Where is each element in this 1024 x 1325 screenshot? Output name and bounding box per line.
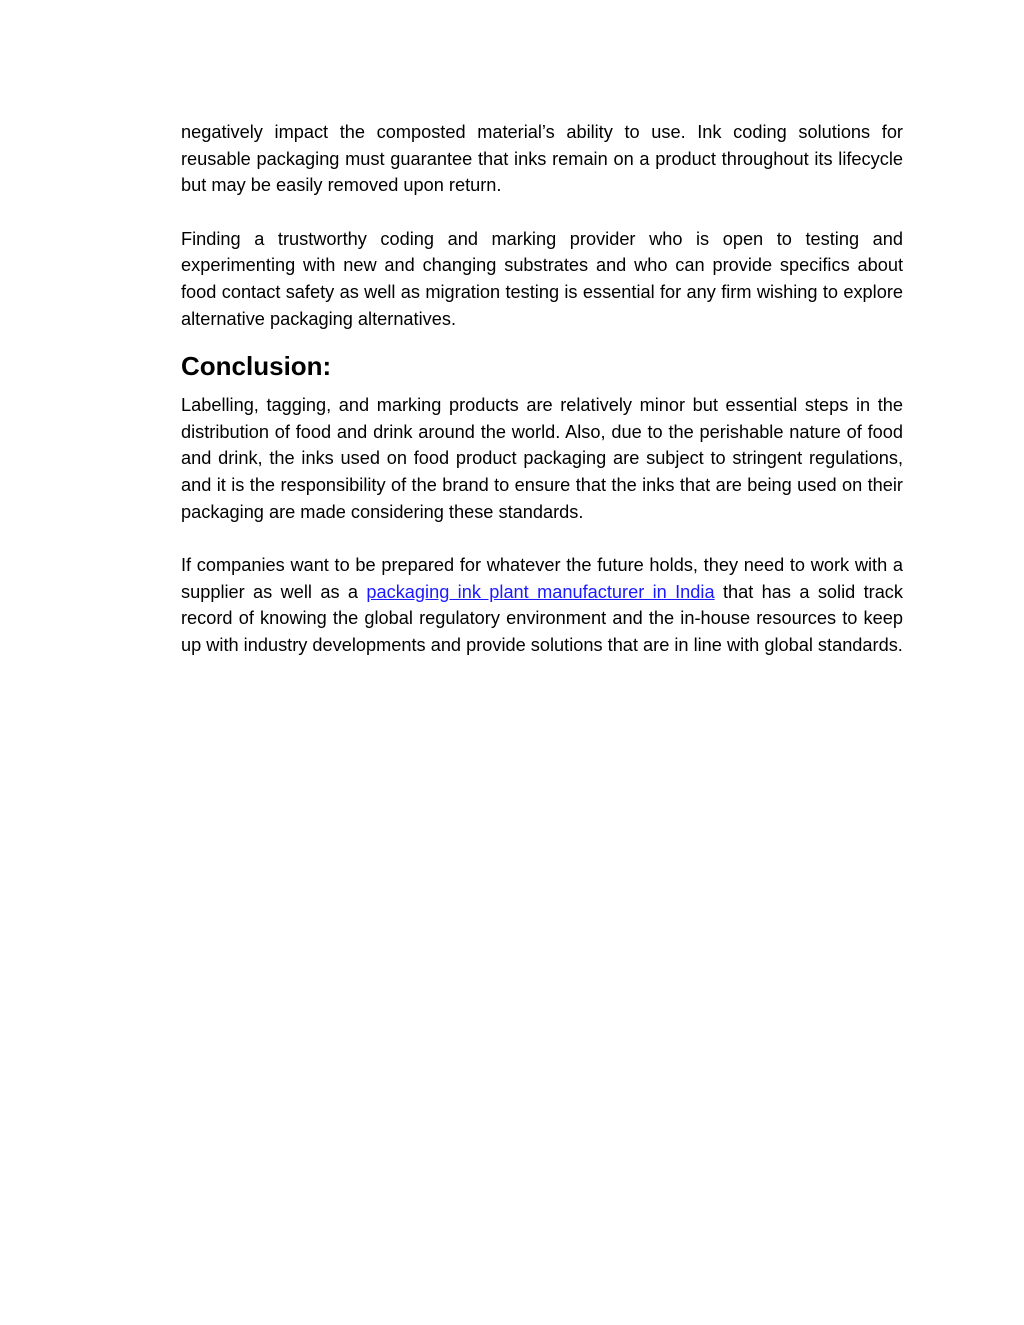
paragraph-provider: Finding a trustworthy coding and marking provider who is open to testing and experimenting with new and changing substrates and who can provide specifics about food contact safety as well as migration testing is essential for any firm wishing to explore alternative packaging alternatives.: [181, 228, 903, 329]
paragraph-supplier-text-start: If companies want to be prepared for whatever the future holds, they need to work with a supplier as well as a: [181, 555, 903, 602]
paragraph-gap: [181, 525, 903, 552]
paragraph-gap: [181, 199, 903, 226]
paragraph-supplier-text-end: that has a solid track record of knowing the global regulatory environment and the in-house resources to keep up with industry developments and provide solutions that are in line with global standards.: [181, 581, 903, 655]
manufacturer-link[interactable]: packaging ink plant manufacturer in India: [366, 581, 715, 602]
paragraph-labelling: Labelling, tagging, and marking products are relatively minor but essential steps in the distribution of food and drink around the world. Also, due to the perishable nature of food and drink, the inks used on food product packaging are subject to stringent regulations, and it is the responsibility of the brand to ensure that the inks that are being used on their packaging are made considering these standards.: [181, 395, 903, 522]
paragraph-supplier: [181, 552, 903, 658]
paragraph-composting: negatively impact the composted material’s ability to use. Ink coding solutions for reusable packaging must guarantee that inks remain on a product throughout its lifecycle but may be easily removed upon return.: [181, 122, 903, 196]
conclusion-heading: Conclusion:: [181, 351, 332, 382]
document-page: [181, 119, 903, 659]
